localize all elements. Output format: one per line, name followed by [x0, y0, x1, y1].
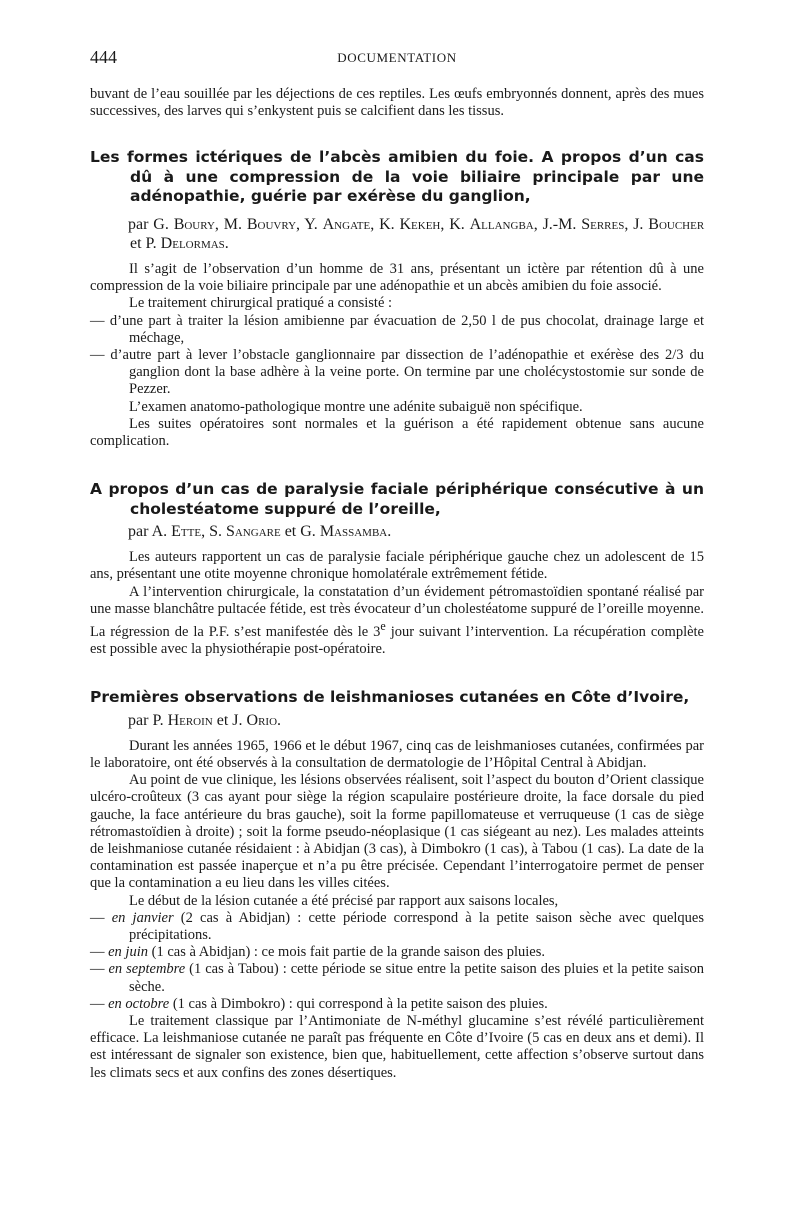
author-name: Delormas: [160, 234, 225, 252]
article-authors: par A. Ette, S. Sangare et G. Massamba.: [128, 523, 392, 541]
article-title: A propos d’un cas de paralysie faciale périphérique consécutive à un cholestéatome suppuré de l’oreille,: [90, 480, 704, 518]
author-name: Bouvry: [246, 215, 297, 233]
list-item-text: (2 cas à Abidjan) : cette période correspond à la petite saison sèche avec quelques précipitations.: [129, 909, 704, 943]
list-item: — d’autre part à lever l’obstacle ganglionnaire par dissection de l’adénopathie et exérèse des 2/3 du ganglion dont la base adhère à la veine porte. On termine par une cholécystostomie sur sonde de Pezzer.: [90, 346, 704, 398]
list-dash: —: [90, 995, 109, 1012]
author-name: Heroin: [167, 711, 213, 729]
author-initials: J.: [232, 711, 243, 729]
author-name: Allangba: [469, 215, 534, 233]
page-header: [90, 47, 704, 69]
author-initials: M.: [223, 215, 242, 233]
list-item: [90, 944, 704, 961]
article-authors: par P. Heroin et J. Orio.: [128, 711, 282, 729]
author-name: Serres: [581, 215, 625, 233]
list-dash: —: [90, 961, 109, 978]
list-item: [90, 996, 704, 1013]
author-name: Kekeh: [399, 215, 441, 233]
list-item-month: en septembre: [108, 961, 186, 978]
authors-par: par: [128, 215, 149, 233]
authors-par: par: [128, 523, 149, 541]
list-item-month: en janvier: [111, 909, 174, 926]
author-initials: Y.: [304, 215, 318, 233]
page-body: [90, 86, 704, 1082]
author-name: Massamba: [319, 523, 388, 541]
authors-et: et: [284, 523, 297, 541]
list-item-text: (1 cas à Abidjan) : ce mois fait partie de la grande saison des pluies.: [148, 944, 546, 961]
article-paragraph: [90, 584, 704, 659]
article-amoebic-abscess: [90, 148, 704, 450]
authors-et: et: [130, 234, 142, 252]
author-initials: G.: [300, 523, 316, 541]
article-paragraph: L’examen anatomo-pathologique montre une adénite subaiguë non spécifique.: [129, 398, 583, 415]
author-initials: K.: [379, 215, 395, 233]
article-paragraph: Au point de vue clinique, les lésions observées réalisent, soit l’aspect du bouton d’Orient classique ulcéro-croûteux (3 cas ayant pour siège la région scapulaire postérieure droite, la face dorsale du pied gauche, la face antérieure du bras gauche), soit la forme papillomateuse et verruqueuse (1 cas de siège rétromastoïdien à droite) ; soit la forme pseudo-néoplasique (1 cas siégeant au nez). Les malades atteints de leishmaniose cutanée résidaient : à Abidjan (3 cas), à Dimbokro (1 cas), à Tabou (1 cas). La date de la contamination est passée inaperçue et n’a pu être précisée. Cependant l’interrogatoire permet de penser que la contamination a eu lieu dans les villes citées.: [90, 772, 704, 892]
list-dash: —: [90, 909, 112, 926]
authors-par: par: [128, 711, 149, 729]
article-paragraph: Durant les années 1965, 1966 et le début 1967, cinq cas de leishmanioses cutanées, confirmées par le laboratoire, ont été observés à la consultation de dermatologie de l’Hôpital Central à Abidjan.: [90, 737, 704, 771]
list-item-text: (1 cas à Tabou) : cette période se situe entre la petite saison des pluies et la petite saison sèche.: [129, 961, 704, 995]
running-title: DOCUMENTATION: [337, 50, 457, 65]
list-item: [90, 961, 704, 995]
article-title: Les formes ictériques de l’abcès amibien du foie. A propos d’un cas dû à une compression de la voie biliaire principale par une adénopathie, guérie par exérèse du ganglion,: [90, 148, 704, 206]
author-initials: G.: [153, 215, 169, 233]
paragraph-text: jour suivant l’intervention. La récupération complète est possible avec la physiothérapie post-opératoire.: [90, 623, 704, 657]
article-leishmaniasis: [90, 688, 704, 1082]
author-name: Sangare: [225, 523, 281, 541]
article-paragraph: Les auteurs rapportent un cas de paralysie faciale périphérique gauche chez un adolescent de 15 ans, présentant une otite moyenne chronique homolatérale extrêmement fétide.: [90, 549, 704, 583]
author-initials: J.-M.: [542, 215, 577, 233]
article-authors: par G. Boury, M. Bouvry, Y. Angate, K. Kekeh, K. Allangba, J.-M. Serres, J. Boucher et P. Delormas.: [128, 215, 705, 252]
author-initials: S.: [209, 523, 222, 541]
list-dash: —: [90, 944, 109, 961]
list-item-text: (1 cas à Dimbokro) : qui correspond à la petite saison des pluies.: [169, 995, 548, 1012]
superscript: e: [380, 618, 386, 633]
author-initials: A.: [151, 523, 168, 541]
author-name: Boury: [173, 215, 215, 233]
paragraph-text: A l’intervention chirurgicale, la constatation d’un évidement pétromastoïdien spontané réalisé par une masse blanchâtre pultacée fétide, est très évocateur d’un cholestéatome suppuré de l’oreille moyenne. La régression de la P.F. s’est manifestée dès le 3: [90, 583, 704, 640]
article-paragraph: Le traitement chirurgical pratiqué a consisté :: [129, 295, 393, 312]
intro-paragraph: buvant de l’eau souillée par les déjections de ces reptiles. Les œufs embryonnés donnent, après des mues successives, des larves qui s’enkystent puis se calcifient dans les tissus.: [90, 86, 704, 120]
author-initials: K.: [449, 215, 465, 233]
author-name: Ette: [171, 523, 202, 541]
author-name: Angate: [322, 215, 371, 233]
author-initials: J.: [633, 215, 644, 233]
article-title: Premières observations de leishmanioses cutanées en Côte d’Ivoire,: [90, 688, 690, 707]
list-item-month: en juin: [108, 944, 148, 961]
article-facial-paralysis: [90, 480, 704, 658]
article-paragraph: Le début de la lésion cutanée a été précisé par rapport aux saisons locales,: [129, 892, 559, 909]
author-name: Orio: [246, 711, 278, 729]
authors-et: et: [216, 711, 229, 729]
article-paragraph: Les suites opératoires sont normales et la guérison a été rapidement obtenue sans aucune complication.: [90, 415, 704, 449]
article-paragraph: Il s’agit de l’observation d’un homme de 31 ans, présentant un ictère par rétention dû à une compression de la voie biliaire principale par une adénopathie et un abcès amibien du foie associé.: [90, 260, 704, 295]
author-initials: P.: [152, 711, 164, 729]
author-initials: P.: [145, 234, 157, 252]
list-item: — d’une part à traiter la lésion amibienne par évacuation de 2,50 l de pus chocolat, drainage large et méchage,: [90, 312, 704, 346]
author-name: Boucher: [648, 215, 705, 233]
list-item-month: en octobre: [108, 995, 170, 1012]
article-paragraph: Le traitement classique par l’Antimoniate de N-méthyl glucamine s’est révélé particulièrement efficace. La leishmaniose cutanée ne paraît pas fréquente en Côte d’Ivoire (5 cas en deux ans et demi). Il est intéressant de signaler son existence, bien que, habituellement, cette affection s’observe surtout dans les climats secs et aux confins des zones désertiques.: [90, 1012, 704, 1081]
list-item: [90, 910, 704, 944]
page-number: 444: [90, 47, 117, 67]
